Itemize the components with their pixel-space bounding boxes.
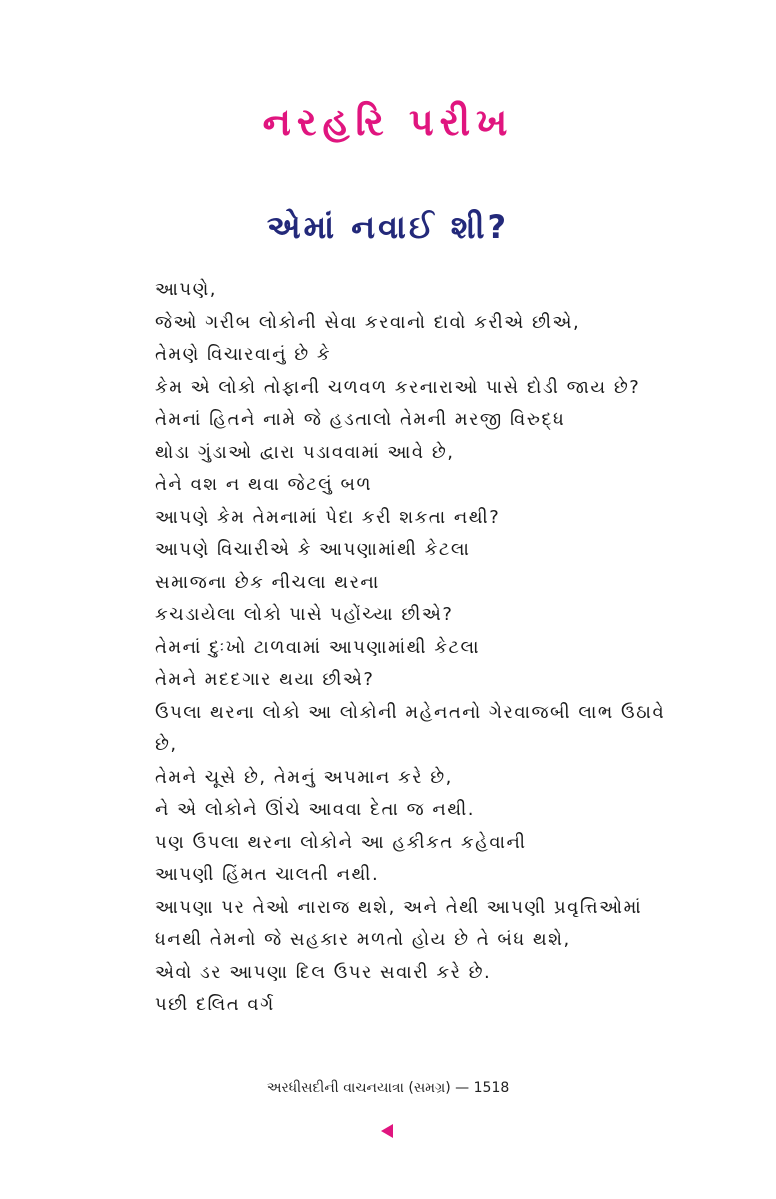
poem-line: ધનથી તેમનો જે સહકાર મળતો હોય છે તે બંધ થશે,: [155, 929, 571, 950]
page-footer: અરધીસદીની વાચનયાત્રા (સમગ્ર) — 1518: [266, 1080, 510, 1096]
poem-line: એવો ડર આપણા દિલ ઉપર સવારી કરે છે.: [155, 961, 492, 983]
poem-body: [155, 274, 695, 1022]
poem-line: તેમણે વિચારવાનું છે કે: [155, 344, 332, 365]
poem-line: તેમનાં દુઃખો ટાળવામાં આપણામાંથી કેટલા: [155, 636, 480, 658]
poem-line: આપણા પર તેઓ નારાજ થશે, અને તેથી આપણી પ્રવૃત્તિઓમાં: [155, 896, 643, 918]
poem-line: તેને વશ ન થવા જેટલું બળ: [155, 474, 372, 495]
poem-line: પણ ઉપલા થરના લોકોને આ હકીકત કહેવાની: [155, 831, 527, 853]
poem-line: જેઓ ગરીબ લોકોની સેવા કરવાનો દાવો કરીએ છીએ,: [155, 311, 581, 333]
poem-line: તેમને ચૂસે છે, તેમનું અપમાન કરે છે,: [155, 766, 453, 788]
poem-line: ઉપલા થરના લોકો આ લોકોની મહેનતનો ગેરવાજબી લાભ ઉઠાવે: [155, 701, 666, 723]
poem-line: સમાજના છેક નીચલા થરના: [155, 571, 380, 593]
poem-line: તેમનાં હિતને નામે જે હડતાલો તેમની મરજી વિરુદ્ધ: [155, 409, 566, 430]
poem-line: આપણે,: [155, 279, 217, 300]
poem-line: ને એ લોકોને ઊંચે આવવા દેતા જ નથી.: [155, 799, 475, 820]
poem-line: કેમ એ લોકો તોફાની ચળવળ કરનારાઓ પાસે દોડી જાય છે?: [155, 376, 641, 398]
poem-line: આપણી હિંમત ચાલતી નથી.: [155, 864, 380, 885]
poem-line: છે,: [155, 734, 178, 755]
back-arrow-icon[interactable]: [381, 1124, 393, 1138]
poem-line: કચડાયેલા લોકો પાસે પહોંચ્યા છીએ?: [155, 604, 454, 625]
poem-line: તેમને મદદગાર થયા છીએ?: [155, 669, 375, 690]
poem-line: આપણે વિચારીએ કે આપણામાંથી કેટલા: [155, 539, 471, 560]
poem-line: પછી દલિત વર્ગ: [155, 994, 275, 1015]
poem-title: એમાં નવાઈ શી?: [266, 208, 510, 246]
poem-line: થોડા ગુંડાઓ દ્વારા પડાવવામાં આવે છે,: [155, 441, 455, 463]
author-name: નરહરિ પરીખ: [262, 100, 514, 144]
poem-line: આપણે કેમ તેમનામાં પેદા કરી શકતા નથી?: [155, 506, 501, 528]
